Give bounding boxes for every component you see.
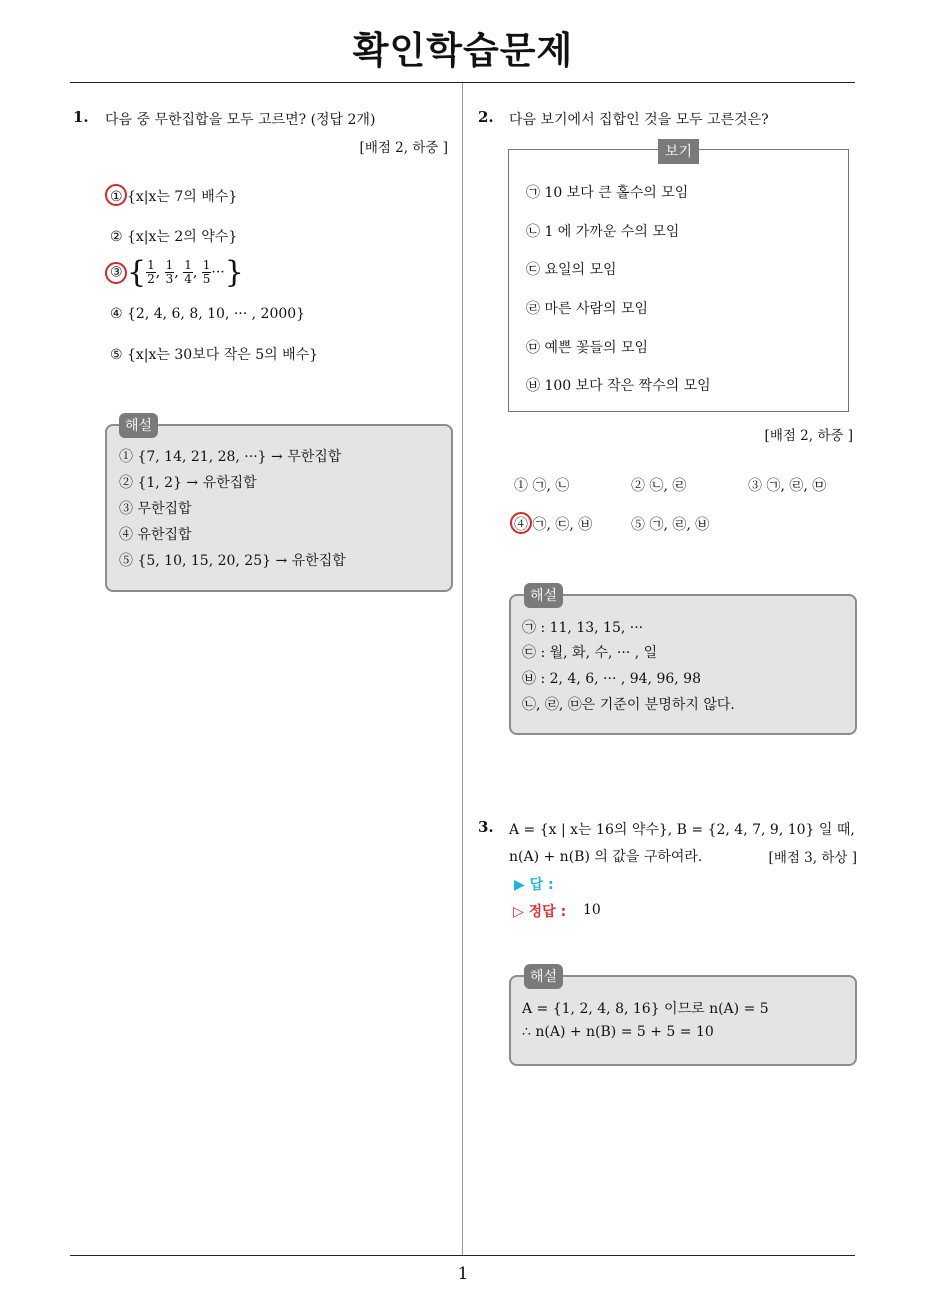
page-number: 1	[457, 1264, 469, 1284]
page-title: 확인학습문제	[352, 29, 574, 72]
q1-solution-tag: 해설	[119, 413, 158, 438]
ellipsis: ···	[211, 264, 225, 281]
q2-bogi-item: ㉡ 1 에 가까운 수의 모임	[526, 224, 680, 240]
q2-choice-1[interactable]: ① ㉠, ㉡	[514, 478, 570, 494]
fraction: $\frac{1}{3}$	[165, 258, 174, 286]
q1-solution-line: ④ 유한집합	[119, 527, 192, 543]
q1-solution-line: ① {7, 14, 21, 28, ···} → 무한집합	[119, 449, 342, 465]
q2-choice-5[interactable]: ⑤ ㉠, ㉣, ㉥	[631, 517, 710, 533]
q3-solution-tag: 해설	[524, 964, 563, 989]
q1-choice-3-label: ③	[110, 264, 123, 281]
q1-solution-line: ⑤ {5, 10, 15, 20, 25} → 유한집합	[119, 553, 346, 569]
bottom-rule	[70, 1255, 855, 1256]
fraction: $\frac{1}{4}$	[184, 258, 192, 286]
q1-question-text: 다음 중 무한집합을 모두 고르면? (정답 2개)	[105, 112, 376, 128]
q3-number: 3.	[478, 818, 494, 836]
q3-score: [배점 3, 하상 ]	[768, 850, 857, 866]
q1-choice-2[interactable]: ② {x|x는 2의 약수}	[110, 229, 238, 245]
q1-solution-line: ③ 무한집합	[119, 501, 192, 517]
q2-bogi-item: ㉥ 100 보다 작은 짝수의 모임	[526, 378, 711, 394]
fraction: $\frac{1}{5}$	[202, 258, 211, 286]
q2-solution-line: ㉡, ㉣, ㉤은 기준이 분명하지 않다.	[522, 697, 735, 713]
q2-bogi-item: ㉤ 예쁜 꽃들의 모임	[526, 340, 649, 356]
q2-choice-3[interactable]: ③ ㉠, ㉣, ㉤	[748, 478, 827, 494]
q3-answer-label: ▶ 답 :	[514, 877, 554, 893]
q2-bogi-item: ㉣ 마른 사람의 모임	[526, 301, 649, 317]
q2-choice-4[interactable]: ④ ㉠, ㉢, ㉥	[514, 517, 593, 533]
q3-question-line-2: n(A) + n(B) 의 값을 구하여라.	[509, 849, 703, 865]
q3-correct-label: ▷ 정답 :	[513, 904, 567, 920]
q2-number: 2.	[478, 108, 494, 126]
q1-choice-5[interactable]: ⑤ {x|x는 30보다 작은 5의 배수}	[110, 347, 319, 363]
left-brace: {	[127, 255, 147, 290]
q2-solution-line: ㉥ : 2, 4, 6, ··· , 94, 96, 98	[522, 671, 701, 687]
q2-solution-line: ㉠ : 11, 13, 15, ···	[522, 620, 644, 636]
q2-solution-tag: 해설	[524, 583, 563, 608]
q1-choice-3[interactable]: ③ { $\frac{1}{2}$ , $\frac{1}{3}$ , $\frac{1}{4}$ , $\frac{1}{5}$ ···}	[110, 255, 244, 290]
fraction: $\frac{1}{2}$	[147, 258, 155, 286]
column-divider	[462, 83, 463, 1255]
q2-bogi-item: ㉠ 10 보다 큰 홀수의 모임	[526, 185, 689, 201]
q2-solution-line: ㉢ : 월, 화, 수, ··· , 일	[522, 645, 658, 661]
q1-number: 1.	[73, 108, 89, 126]
q1-score: [배점 2, 하중 ]	[359, 140, 448, 156]
q2-score: [배점 2, 하중 ]	[764, 428, 853, 444]
q2-choice-2[interactable]: ② ㉡, ㉣	[631, 478, 687, 494]
right-brace: }	[224, 255, 244, 290]
q3-question-line-1: A = {x | x는 16의 약수}, B = {2, 4, 7, 9, 10} 일 때,	[509, 822, 855, 838]
q2-question-text: 다음 보기에서 집합인 것을 모두 고른것은?	[509, 112, 769, 128]
q3-correct-value: 10	[583, 902, 601, 918]
q3-answer-input[interactable]	[600, 872, 800, 892]
q1-choice-1[interactable]: ① {x|x는 7의 배수}	[110, 189, 238, 205]
q2-bogi-item: ㉢ 요일의 모임	[526, 262, 617, 278]
q1-choice-4[interactable]: ④ {2, 4, 6, 8, 10, ··· , 2000}	[110, 306, 306, 322]
q2-bogi-tag: 보기	[658, 139, 699, 164]
q3-solution-box	[509, 975, 857, 1066]
q3-solution-line: A = {1, 2, 4, 8, 16} 이므로 n(A) = 5	[522, 1001, 769, 1017]
q1-solution-line: ② {1, 2} → 유한집합	[119, 475, 257, 491]
q3-solution-line: ∴ n(A) + n(B) = 5 + 5 = 10	[522, 1024, 714, 1040]
